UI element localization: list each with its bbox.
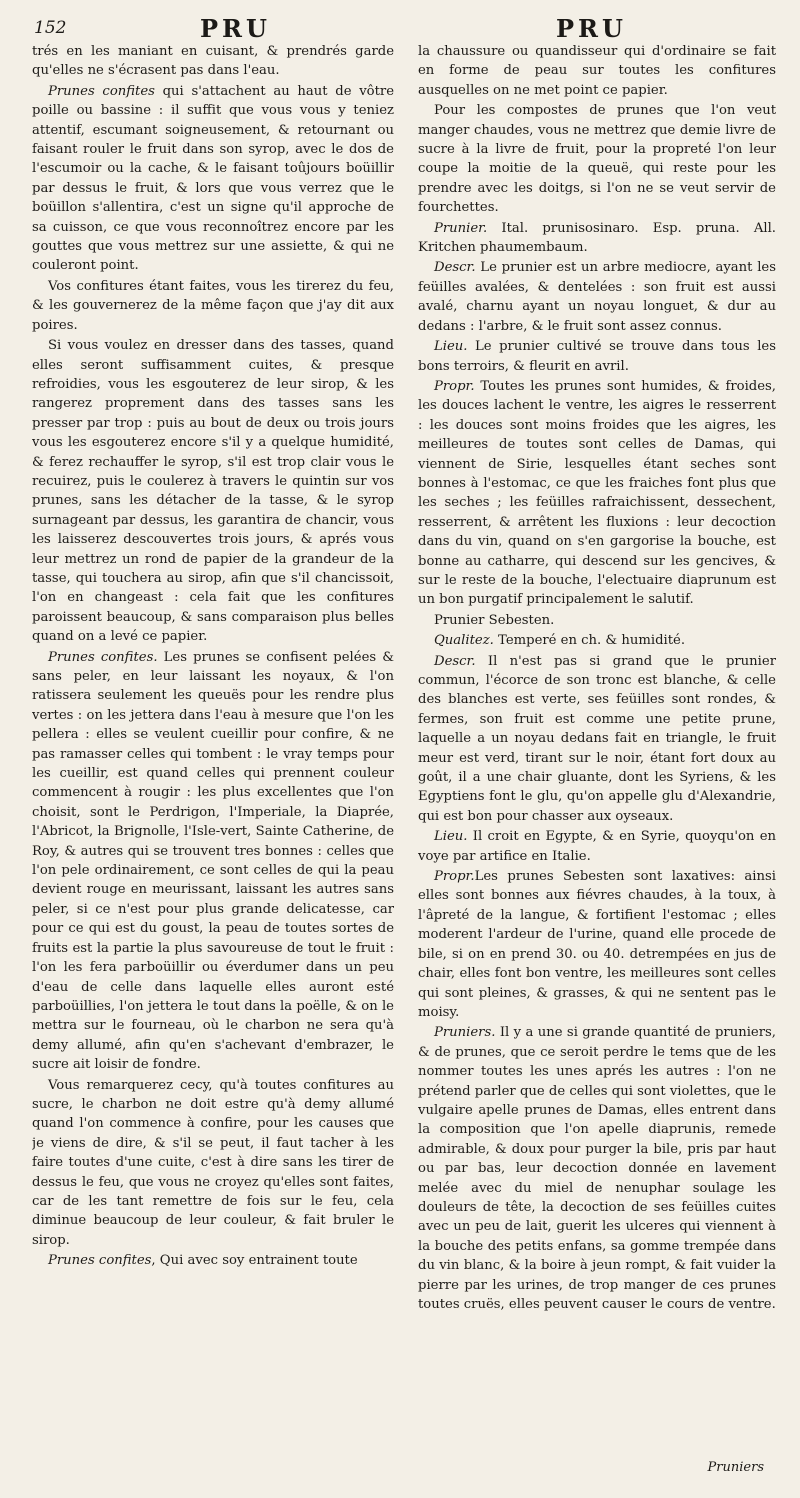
page-number: 152 xyxy=(34,18,67,38)
paragraph: Si vous voulez en dresser dans des tasses, quand elles seront suffisamment cuites, & presque refroidies, vous les esgouterez de leur sirop, & les rangerez proprement dans des tasses sans les presser par trop : puis au bout de deux ou trois jours vous les esgouterez encore s'il y a quelque humidité, & ferez rechauffer le syrop, s'il est trop clair vous le recuirez, puis le coulerez à travers le quintin sur vos prunes, sans les détacher de la tasse, & le syrop surnageant par dessus, les garantira de chancir, vous les laisserez descouvertes trois jours, & aprés vous leur mettrez un rond de papier de la grandeur de la tasse, qui touchera au sirop, afin que s'il chancissoit, l'on en changeast : cela fait que les confitures paroissent beaucoup, & sans comparaison plus belles quand on a levé ce papier. xyxy=(32,338,394,645)
paragraph: Prunier. Ital. prunisosinaro. Esp. pruna. All. Kritchen phaumembaum. xyxy=(418,220,776,256)
paragraph: trés en les maniant en cuisant, & prendrés garde qu'elles ne s'écrasent pas dans l'eau. xyxy=(32,44,394,79)
paragraph: Vous remarquerez cecy, qu'à toutes confitures au sucre, le charbon ne doit estre qu'à demy allumé quand l'on commence à confire, pour les causes que je viens de dire, & s'il se peut, il faut tacher à les faire toutes d'une cuite, c'est à dire sans les tirer de dessus le feu, que vous ne croyez qu'elles sont faites, car de les tant remettre de fois sur le feu, cela diminue beaucoup de leur couleur, & fait bruler le sirop. xyxy=(32,1077,394,1248)
right-column xyxy=(418,42,776,1454)
paragraph: Descr. Le prunier est un arbre mediocre, ayant les feüilles avalées, & dentelées : son fruit est aussi avalé, charnu ayant un noyau longuet, & dur au dedans : l'arbre, & le fruit sont assez connus. xyxy=(418,260,776,334)
catchword: Pruniers xyxy=(707,1460,764,1475)
running-head-right: PRU xyxy=(556,14,627,43)
paragraph: Pruniers. Il y a une si grande quantité de pruniers, & de prunes, que ce seroit perdre le tems que de les nommer toutes les unes aprés les autres : l'on ne prétend parler que de celles qui sont violettes, que le vulgaire apelle prunes de Damas, elles entrent dans la composition que l'on apelle diaprunis, remede admirable, & doux pour purger la bile, pris par haut ou par bas, leur decoction donnée en lavement melée avec du miel de nenuphar soulage les douleurs de tête, la decoction de ses feüilles cuites avec un peu de lait, guerit les ulceres qui viennent à la bouche des petits enfans, sa gomme trempée dans du vin blanc, & la boire à jeun rompt, & fait vuider la pierre par les urines, de trop manger de ces prunes toutes cruës, elles peuvent causer le cours de ventre. xyxy=(418,1025,776,1312)
paragraph: Descr. Il n'est pas si grand que le prunier commun, l'écorce de son tronc est blanche, & celle des blanches est verte, ses feüilles sont rondes, & fermes, son fruit est comme une petite prune, laquelle a un noyau dedans fait en triangle, le fruit meur est verd, tirant sur le noir, étant fort doux au goût, il a une chair gluante, dont les Syriens, & les Egyptiens font le glu, qu'on appelle glu d'Alexandrie, qui est bon pour chasser aux oyseaux. xyxy=(418,653,776,824)
paragraph: Prunes confites qui s'attachent au haut de vôtre poille ou bassine : il suffit que vous vous y teniez attentif, escumant soigneusement, & retournant ou faisant rouler le fruit dans son syrop, avec le dos de l'escumoir ou la cache, & le faisant toûjours boüillir par dessus le fruit, & lors que vous verrez que le boüillon s'allentira, c'est un signe qu'il approche de sa cuisson, ce que vous reconnoîtrez encore par les gouttes que vous mettrez sur une assiette, & qui ne couleront point. xyxy=(32,83,394,274)
paragraph: Prunes confites, Qui avec soy entrainent toute xyxy=(48,1253,358,1269)
paragraph: Prunier Sebesten. xyxy=(434,612,555,628)
paragraph: Qualitez. Temperé en ch. & humidité. xyxy=(434,633,686,649)
left-column xyxy=(32,42,394,1454)
paragraph: Lieu. Le prunier cultivé se trouve dans tous les bons terroirs, & fleurit en avril. xyxy=(418,339,776,374)
paragraph: la chaussure ou quandisseur qui d'ordinaire se fait en forme de peau sur toutes les confitures ausquelles on ne met point ce papier. xyxy=(418,44,776,98)
paragraph: Prunes confites. Les prunes se confisent pelées & sans peler, en leur laissant les noyaux, & l'on ratissera seulement les queuës pour les rendre plus vertes : on les jettera dans l'eau à mesure que l'on les pellera : elles se veulent cueillir pour confire, & ne pas ramasser celles qui tombent : le vray temps pour les cueillir, est quand celles qui prennent couleur commencent à rougir : les plus excellentes que l'on choisit, sont le Perdrigon, l'Imperiale, la Diaprée, l'Abricot, la Brignolle, l'Isle-vert, Sainte Catherine, de Roy, & autres qui se trouvent tres bonnes : celles que l'on pele ordinairement, ce sont celles de qui la peau devient rouge en meurissant, laissant les autres sans peler, si ce n'est pour plus grande delicatesse, car pour ce qui est du goust, la peau de toutes sortes de fruits est la partie la plus savoureuse de tout le fruit : l'on les fera parboüillir ou éverdumer dans un peu d'eau de celle dans laquelle elles auront esté parboüillies, l'on jettera le tout dans la poëlle, & on le mettra sur le fourneau, où le charbon ne sera qu'à demy allumé, afin qu'en s'achevant d'embrazer, le sucre ait loisir de fondre. xyxy=(32,649,394,1073)
paragraph: Pour les compostes de prunes que l'on veut manger chaudes, vous ne mettrez que demie livre de sucre à la livre de fruit, pour la propreté l'on leur coupe la moitie de la queuë, qui reste pour les prendre avec les doitgs, si l'on ne se veut servir de fourchettes. xyxy=(418,103,776,216)
paragraph: Vos confitures étant faites, vous les tirerez du feu, & les gouvernerez de la même façon que j'ay dit aux poires. xyxy=(32,278,394,333)
paragraph: Propr.Les prunes Sebesten sont laxatives: ainsi elles sont bonnes aux fiévres chaudes, à la toux, à l'âpreté de la langue, & fortifient l'estomac ; elles moderent l'ardeur de l'urine, quand elle procede de bile, si on en prend 30. ou 40. detrempées en jus de chair, elles font bon ventre, les meilleures sont celles qui sont pleines, & grasses, & qui ne sentent pas le moisy. xyxy=(418,869,776,1020)
paragraph: Propr. Toutes les prunes sont humides, & froides, les douces lachent le ventre, les aigres le resserrent : les douces sont moins froides que les aigres, les meilleures de toutes sont celles de Damas, qui viennent de Sirie, lesquelles étant seches sont bonnes à l'estomac, ce que les fraiches font plus que les seches ; les feüilles rafraichissent, dessechent, resserrent, & arrêtent les fluxions : leur decoction dans du vin, quand on s'en gargorise la bouche, est bonne au catharre, qui descend sur les gencives, & sur le reste de la bouche, l'electuaire diaprunum est un bon purgatif principalement le salutif. xyxy=(418,378,776,608)
running-head-left: PRU xyxy=(200,14,271,43)
paragraph: Lieu. Il croit en Egypte, & en Syrie, quoyqu'on en voye par artifice en Italie. xyxy=(418,829,776,864)
